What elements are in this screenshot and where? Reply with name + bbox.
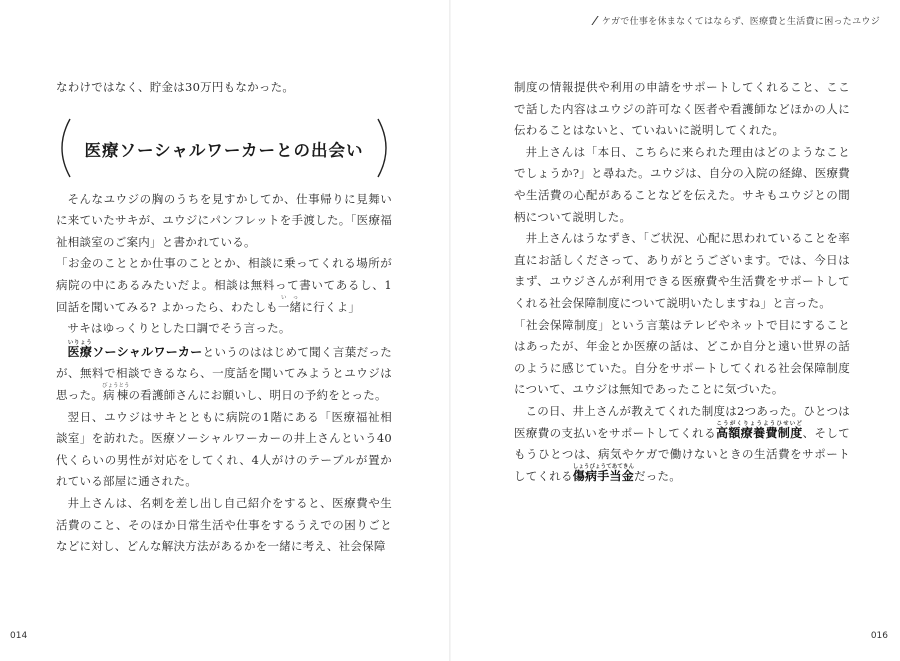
ruby-term [572,463,635,483]
ruby-reading: こうがくりょうようひせいど [715,420,803,427]
paragraph [56,493,392,558]
paragraph [56,340,392,407]
key-term [67,339,93,359]
text-run: 制度の情報提供や利用の申請をサポートしてくれること、ここで話した内容はユウジの許可なく医者や看護師などほかの人に伝わることはないと、ていねいに説明してくれた。 [514,80,850,138]
text-run: 井上さんは「本日、こちらに来られた理由はどのようなことでしょうか?」と尋ねた。ユウジは、自分の入院の経緯、医療費や生活費の心配があることなどを伝えた。サキもユウジとの間柄について説明した。 [514,144,850,224]
text-run: そんなユウジの胸のうちを見すかしてか、仕事帰りに見舞いに来ていたサキが、ユウジにパンフレットを手渡した。「医療福祉相談室のご案内」と書かれている。 [56,191,392,249]
ruby-reading: びょうとう [102,382,130,389]
ruby-base: 一緒 [277,299,302,314]
ruby-term [67,339,93,359]
text-run: というのははじめて聞く言葉だったが、無料で相談できるなら、一度話を聞いてみようとユウジは思った。 [56,344,393,402]
paragraph [514,228,850,314]
ruby-reading: いりょう [67,339,93,346]
paragraph [56,407,392,493]
section-heading-box [56,117,392,179]
ruby-base: 傷病手当金 [572,468,635,483]
text-run: ソーシャルワーカー [92,344,203,359]
paragraph [514,142,850,228]
text-run: 「お金のこととか仕事のこととか、相談に乗ってくれる場所が病院の中にあるみたいだよ。相談は無料って書いてあるし、1回話を聞いてみる? よかったら、わたしも [56,256,392,314]
ruby-base: 高額療養費制度 [715,425,803,440]
key-term [92,345,202,359]
ruby-reading: しょうびょうてあてきん [572,463,635,470]
text-run: サキはゆっくりとした口調でそう言った。 [67,321,291,336]
left-body [56,189,392,558]
paragraph [514,401,850,487]
ruby-term [277,294,302,314]
right-page [514,77,850,487]
page-number-left: 014 [10,631,28,641]
right-body [514,77,850,487]
paragraph [56,253,392,318]
key-term [715,420,803,440]
text-run: 「社会保障制度」という言葉はテレビやネットで目にすることはあったが、年金とか医療の話は、どこか自分と遠い世界の話のように感じていた。自分をサポートしてくれる社会保障制度について、ユウジは無知であったことに気づいた。 [514,317,850,397]
ruby-term [715,420,803,440]
paragraph [56,189,392,254]
page-number-right: 016 [870,631,888,641]
text-run: だった。 [634,468,682,483]
text-run: 井上さんは、名刺を差し出し自己紹介をすると、医療費や生活費のこと、そのほか日常生活や仕事をするうえでの困りごとなどに対し、どんな解決方法があるかを一緒に考え、社会保障 [56,495,392,554]
section-heading: 医療ソーシャルワーカーとの出会い [84,140,364,160]
left-page [56,77,392,558]
paragraph [514,77,850,142]
text-run: 、そしてもうひとつは、病気やケガで働けないときの生活費をサポートしてくれる [514,425,850,483]
text-run: の看護師さんにお願いし、明日の予約をとった。 [128,387,387,402]
running-head [590,14,880,27]
text-run: この日、井上さんが教えてくれた制度は2つあった。ひとつは医療費の支払いをサポートしてくれる [514,403,850,440]
key-term [572,463,635,483]
running-head-text: ケガで仕事を休まなくてはならず、医療費と生活費に困ったユウジ [601,17,880,27]
text-run: に行くよ」 [301,299,361,314]
ruby-base: 病棟 [102,387,130,402]
text-run: 翌日、ユウジはサキとともに病院の1階にある「医療福祉相談室」を訪れた。医療ソーシャルワーカーの井上さんという40代くらいの男性が対応をしてくれ、4人がけのテーブルが置かれている部屋に通された。 [56,409,392,489]
ruby-base: 医療 [67,344,93,359]
slash-icon: / [590,14,600,27]
ruby-reading: いっ [277,294,302,301]
paragraph [514,315,850,401]
paragraph [56,318,392,340]
ruby-term [102,382,130,402]
lead-line: なわけではなく、貯金は30万円もなかった。 [56,80,295,94]
page-gutter [449,0,451,661]
text-run: 井上さんはうなずき、「ご状況、心配に思われていることを率直にお話しくださって、ありがとうございます。では、今日はまず、ユウジさんが利用できる医療費や生活費をサポートしてくれる社会保障制度について説明いたしますね」と言った。 [514,231,850,310]
